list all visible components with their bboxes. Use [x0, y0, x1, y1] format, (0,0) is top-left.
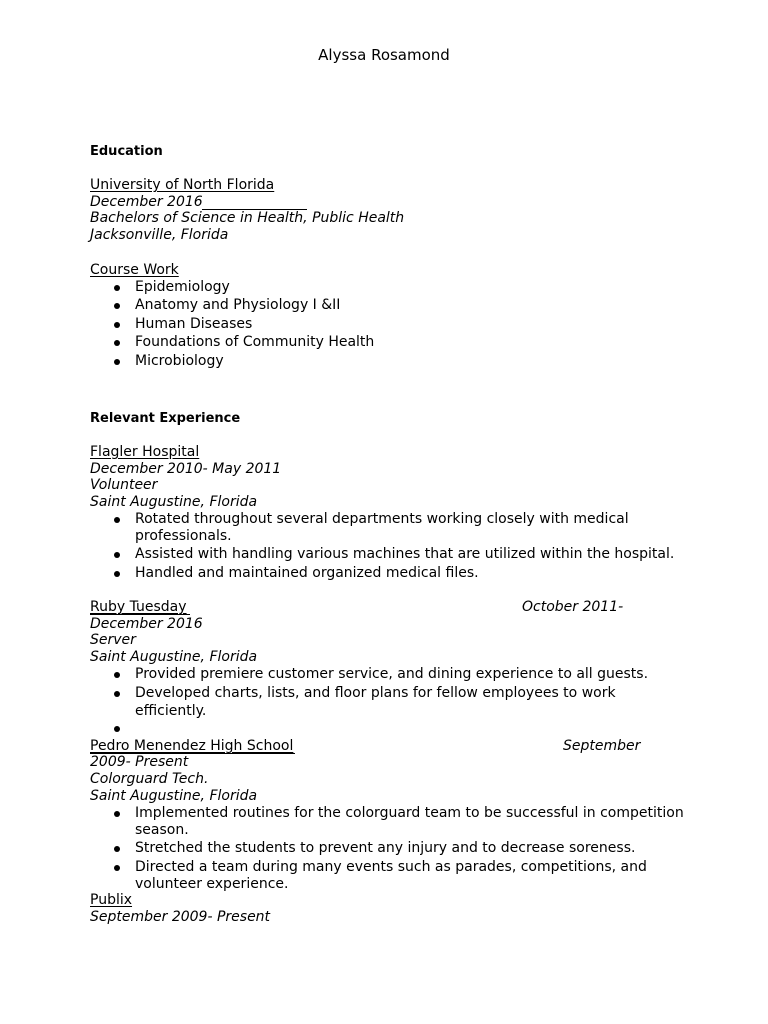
bullet-icon — [114, 340, 120, 346]
job-date: December 2016 — [90, 616, 203, 632]
bullet-icon — [114, 359, 120, 365]
job-role: Colorguard Tech. — [90, 771, 209, 787]
job-employer: Ruby Tuesday — [90, 599, 187, 615]
bullet-icon — [114, 691, 120, 697]
job-bullet-continued: season. — [135, 822, 189, 838]
job-date-right: September — [563, 738, 641, 754]
course-item: Anatomy and Physiology I &II — [135, 297, 341, 313]
bullet-icon — [114, 846, 120, 852]
job-bullet-continued: efficiently. — [135, 703, 207, 719]
job-date: September 2009- Present — [90, 909, 271, 925]
job-date: 2009- Present — [90, 754, 189, 770]
job-bullet: Directed a team during many events such as parades, competitions, and — [135, 859, 647, 875]
experience-heading: Relevant Experience — [90, 411, 241, 426]
education-heading: Education — [90, 144, 163, 159]
job-bullet: Provided premiere customer service, and dining experience to all guests. — [135, 666, 649, 682]
education-school: University of North Florida — [90, 177, 275, 193]
job-role: Server — [90, 632, 136, 648]
resume-name: Alyssa Rosamond — [318, 46, 450, 64]
job-employer: Pedro Menendez High School — [90, 738, 294, 754]
job-location: Saint Augustine, Florida — [90, 788, 258, 804]
job-date: December 2010- May 2011 — [90, 461, 282, 477]
bullet-icon — [114, 517, 120, 523]
course-item: Microbiology — [135, 353, 224, 369]
bullet-icon — [114, 571, 120, 577]
bullet-icon — [114, 865, 120, 871]
job-bullet-continued: volunteer experience. — [135, 876, 289, 892]
job-bullet: Developed charts, lists, and floor plans for fellow employees to work — [135, 685, 616, 701]
coursework-heading: Course Work — [90, 262, 179, 278]
job-bullet: Rotated throughout several departments working closely with medical — [135, 511, 629, 527]
education-degree: Bachelors of Science in Health, Public Health — [90, 210, 405, 226]
job-bullet: Implemented routines for the colorguard team to be successful in competition — [135, 805, 684, 821]
job-location: Saint Augustine, Florida — [90, 649, 258, 665]
job-date-right: October 2011- — [522, 599, 624, 615]
education-location: Jacksonville, Florida — [90, 227, 229, 243]
job-bullet-continued: professionals. — [135, 528, 232, 544]
bullet-icon — [114, 672, 120, 678]
job-employer: Flagler Hospital — [90, 444, 200, 460]
job-bullet: Assisted with handling various machines that are utilized within the hospital. — [135, 546, 675, 562]
bullet-icon — [114, 811, 120, 817]
job-location: Saint Augustine, Florida — [90, 494, 258, 510]
bullet-icon — [114, 552, 120, 558]
employer-underline — [90, 614, 190, 615]
job-bullet: Handled and maintained organized medical files. — [135, 565, 479, 581]
bullet-icon — [114, 322, 120, 328]
job-employer: Publix — [90, 892, 133, 908]
education-date: December 2016 — [90, 194, 203, 210]
course-item: Foundations of Community Health — [135, 334, 375, 350]
bullet-icon — [114, 303, 120, 309]
bullet-icon — [114, 726, 120, 732]
job-role: Volunteer — [90, 477, 158, 493]
bullet-icon — [114, 285, 120, 291]
course-item: Epidemiology — [135, 279, 230, 295]
job-bullet: Stretched the students to prevent any injury and to decrease soreness. — [135, 840, 636, 856]
course-item: Human Diseases — [135, 316, 253, 332]
